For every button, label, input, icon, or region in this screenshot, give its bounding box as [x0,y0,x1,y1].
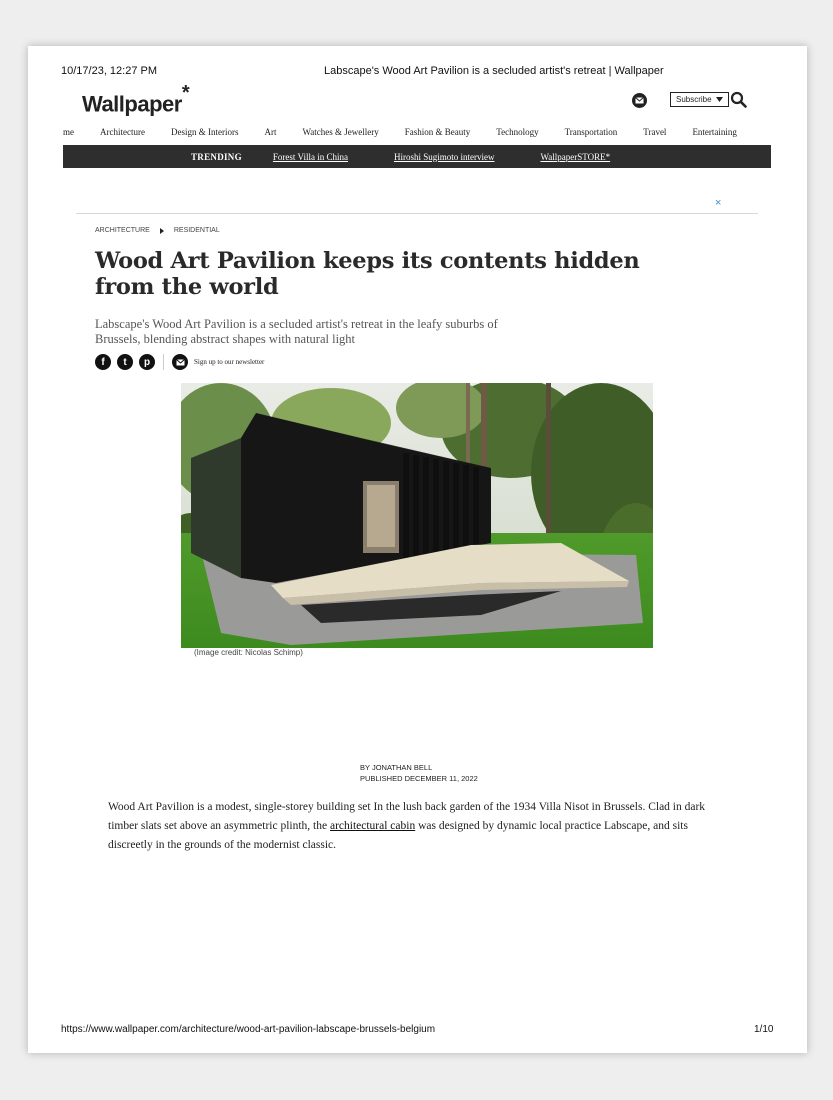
ad-close-icon[interactable]: × [715,197,722,209]
ad-divider [76,213,758,214]
nav-item-travel[interactable]: Travel [643,127,667,137]
body-text-end: was designed by dynamic local practice Labscape, and sits discreetly in the grounds of the modernist classic. [108,820,688,851]
nav-item-art[interactable]: Art [264,127,277,137]
article-body [108,798,733,855]
nav-item-architecture[interactable]: Architecture [100,127,145,137]
pinterest-icon[interactable]: p [139,354,155,370]
share-bar [95,354,264,370]
breadcrumb-residential[interactable]: RESIDENTIAL [173,227,220,234]
nav-item-watches-jewellery[interactable]: Watches & Jewellery [302,127,379,137]
print-url: https://www.wallpaper.com/architecture/wood-art-pavilion-labscape-brussels-belgium [61,1024,436,1035]
print-datetime: 10/17/23, 12:27 PM [61,65,158,77]
trending-link-forest-villa[interactable]: Forest Villa in China [272,151,348,162]
trending-label: TRENDING [191,151,242,162]
page-title: Wood Art Pavilion keeps its contents hidden from the world [95,248,640,300]
facebook-icon[interactable]: f [95,354,111,370]
twitter-icon[interactable]: t [117,354,133,370]
byline[interactable]: BY JONATHAN BELL [360,763,433,772]
mail-icon[interactable] [632,93,647,108]
nav-item-transportation[interactable]: Transportation [564,127,618,137]
site-logo[interactable] [82,82,190,117]
standfirst: Labscape's Wood Art Pavilion is a secluded artist's retreat in the leafy suburbs of Brussels, blending abstract shapes with natural light [95,317,498,346]
breadcrumb-architecture[interactable]: ARCHITECTURE [95,227,150,234]
nav-item-home[interactable]: me [63,127,74,137]
image-credit: (Image credit: Nicolas Schimp) [194,648,303,657]
architectural-cabin-link[interactable]: architectural cabin [329,820,416,832]
subscribe-label: Subscribe [676,95,712,104]
search-icon[interactable] [730,91,747,113]
body-text-start: Wood Art Pavilion is a modest, single-storey building set In the lush back garden of the 1934 Villa Nisot in Brussels. Clad in dark timber slats set above an asymmetric plinth, the [108,801,706,832]
newsletter-mail-icon[interactable] [172,354,188,370]
share-divider [163,354,164,370]
print-page-number: 1/10 [754,1024,774,1035]
trending-link-store[interactable]: WallpaperSTORE* [540,151,611,162]
logo-text: Wallpaper [82,91,182,117]
nav-item-fashion-beauty[interactable]: Fashion & Beauty [404,127,471,137]
breadcrumb [95,227,220,234]
nav-item-entertaining[interactable]: Entertaining [692,127,737,137]
printed-page [28,46,807,1053]
logo-asterisk: * [181,82,190,104]
main-nav [63,127,771,137]
subscribe-button[interactable] [670,92,729,107]
newsletter-link[interactable]: Sign up to our newsletter [194,358,265,366]
published-date: PUBLISHED DECEMBER 11, 2022 [360,774,478,783]
hero-image [181,383,653,648]
trending-link-sugimoto[interactable]: Hiroshi Sugimoto interview [393,151,495,162]
print-page-title: Labscape's Wood Art Pavilion is a secluded artist's retreat | Wallpaper [324,65,664,77]
nav-item-technology[interactable]: Technology [496,127,539,137]
chevron-down-icon [716,97,723,102]
nav-item-design-interiors[interactable]: Design & Interiors [170,127,239,137]
breadcrumb-arrow-icon [160,228,164,234]
trending-bar [63,145,771,168]
